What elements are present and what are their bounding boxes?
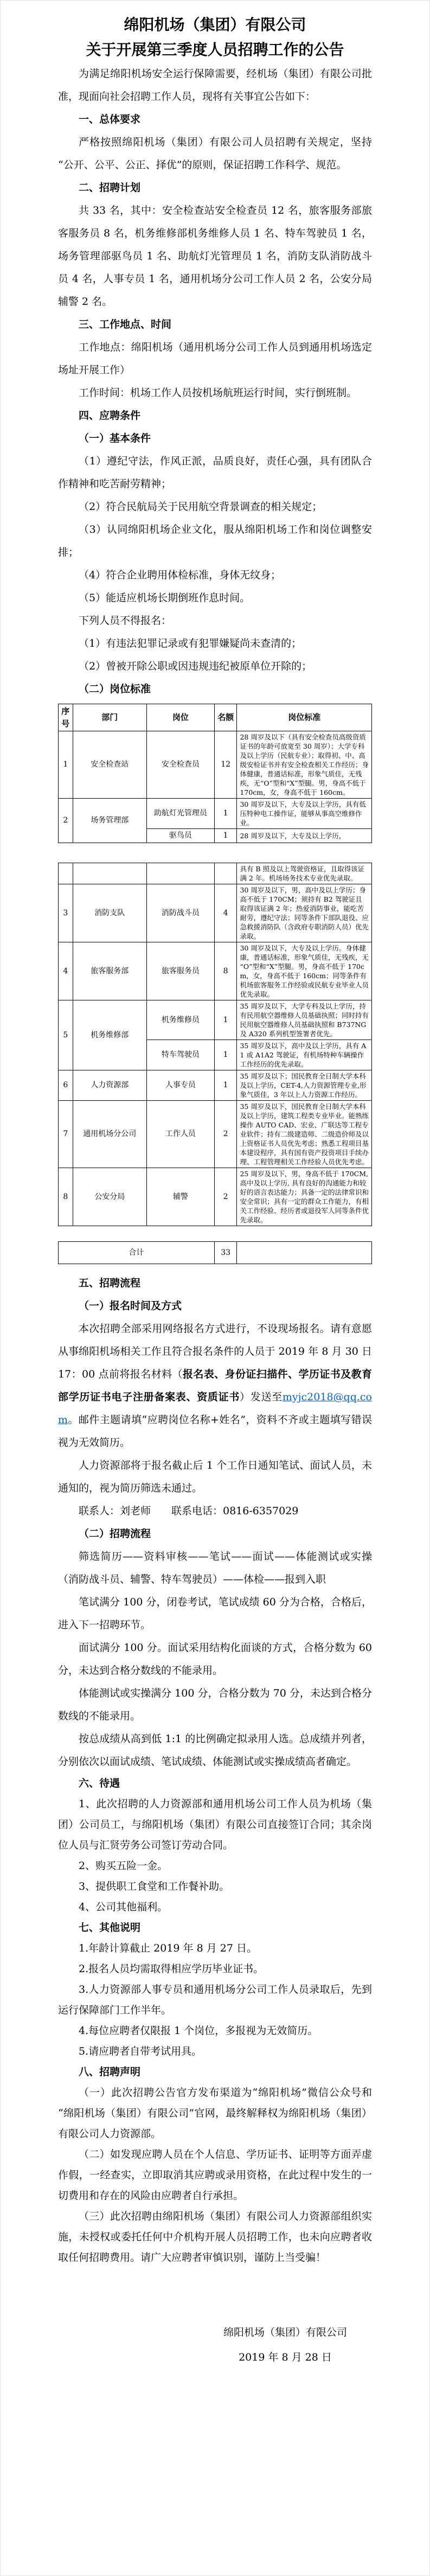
section-heading-recruit-plan: 二、招聘计划 bbox=[79, 182, 141, 194]
apply-materials-bold-text: 报名表、身份证扫描件、学历证书及教育部学历证书电子注册备案表、资质证书 bbox=[58, 1368, 372, 1403]
forbid-item: （2）曾被开除公职或因违规违纪被原单位开除的； bbox=[79, 660, 312, 672]
table-row-light-manager bbox=[59, 799, 372, 829]
basic-condition-item: （1）遵纪守法，作风正派，品质良好，责任心强，具有团队合作精神和吃苦耐劳精神； bbox=[58, 455, 372, 490]
cell-quota: 8 bbox=[214, 942, 237, 1000]
work-location-paragraph: 工作地点：绵阳机场（通用机场分公司工作人员到通用机场选定场址开展工作） bbox=[58, 341, 372, 376]
table-total-row bbox=[59, 1242, 372, 1264]
statement-item: （二）如发现应聘人员在个人信息、学历证书、证明等方面弄虚作假，一经查实，立即取消其应聘或录用资格，在此过程中发生的一切费用和存在的风险由应聘者自行承担。 bbox=[58, 2148, 372, 2202]
statement-item: （一）此次招聘公告官方发布渠道为“绵阳机场”微信公众号和“绵阳机场（集团）有限公司”官网，最终解释权为绵阳机场（集团）有限公司人力资源部。 bbox=[58, 2087, 372, 2140]
cell-dept: 安全检查站 bbox=[73, 731, 146, 799]
header-cell-quota: 名额 bbox=[214, 704, 237, 731]
final-selection-paragraph: 按总成绩从高到低 1:1 的比例确定拟录用人选。总成绩并列者，分别依次以面试成绩、笔试成绩、体能测试或实操成绩高者确定。 bbox=[58, 1733, 372, 1768]
cell-post: 安全检查员 bbox=[146, 731, 214, 799]
later-sections bbox=[58, 1773, 372, 2268]
cell-standard: 35 周岁及以下，国民教育全日制大学本科及以上学历，建筑工程类专业毕业。能熟练操作 AUTO CAD、宏业、广联达等工程专业软件；持有二级建造师、二级造价师及以上资格证书人员优先考虑；熟悉工程项目基本建设程序，具有国有资产投资项目手续办理、工程管理相关工作经验人员优先考虑。 bbox=[237, 1101, 372, 1168]
section-heading-recruit-statement: 八、招聘声明 bbox=[79, 2066, 141, 2078]
cell-seq bbox=[59, 863, 73, 884]
cell-standard: 25 周岁及以下，男，身高不低于 170CM, 高中及以上学历, 具有良好的沟通能力和较好的语言表达能力；具备一定的法律常识和安全常识；具有一定的群众工作能力，有相关工作经验、经历者或退役军人同等条件优先录取。 bbox=[237, 1168, 372, 1226]
basic-condition-item: （5）能适应机场长期倒班作息时间。 bbox=[79, 592, 251, 604]
intro-paragraph: 为满足绵阳机场安全运行保障需要，经机场（集团）有限公司批准，现面向社会招聘工作人员，现将有关事宜公告如下： bbox=[58, 68, 372, 103]
other-note-item: 4.每位应聘者仅限报 1 个岗位，多报视为无效简历。 bbox=[79, 2025, 318, 2037]
statement-item: （三）此次招聘由绵阳机场（集团）有限公司人力资源部组织实施，未授权或委托任何中介机构开展人员招聘工作，也未向应聘者收取任何招聘费用。请广大应聘者审慎识别，谨防上当受骗！ bbox=[58, 2210, 372, 2263]
cell-quota: 1 bbox=[214, 1040, 237, 1070]
cell-seq: 6 bbox=[59, 1070, 73, 1101]
section-heading-benefits: 六、待遇 bbox=[79, 1777, 120, 1789]
physical-test-paragraph: 体能测试或实操满分 100 分，合格分数为 70 分，未达到合格分数线的不能录用。 bbox=[58, 1687, 372, 1722]
position-table-part2 bbox=[58, 863, 372, 1226]
document-title-line2: 关于开展第三季度人员招聘工作的公告 bbox=[86, 41, 344, 59]
cell-dept bbox=[73, 863, 146, 884]
subsection-heading-apply-time-method: （一）报名时间及方式 bbox=[79, 1300, 182, 1312]
cell-total-quota: 33 bbox=[214, 1242, 237, 1264]
section-heading-recruit-process: 五、招聘流程 bbox=[79, 1277, 141, 1289]
section-heading-work-location-time: 三、工作地点、时间 bbox=[79, 318, 172, 330]
cell-total-label: 合计 bbox=[59, 1242, 215, 1264]
cell-quota: 1 bbox=[214, 799, 237, 829]
cell-dept: 旅客服务部 bbox=[73, 942, 146, 1000]
header-cell-dept: 部门 bbox=[73, 704, 146, 731]
overall-requirements-paragraph: 严格按照绵阳机场（集团）有限公司人员招聘有关规定，坚持“公开、公平、公正、择优”的原则，保证招聘工作科学、规范。 bbox=[58, 136, 372, 171]
work-time-paragraph: 工作时间：机场工作人员按机场航班运行时间，实行倒班制。 bbox=[79, 387, 357, 399]
forbid-item: （1）有违法犯罪记录或有犯罪嫌疑尚未查清的； bbox=[79, 637, 302, 649]
cell-seq: 3 bbox=[59, 884, 73, 942]
position-table-total bbox=[58, 1241, 372, 1264]
cell-standard: 28 周岁及以下，大专及以上学历， bbox=[237, 829, 372, 843]
apply-method-text: 。邮件主题请填“应聘岗位名称+姓名”，资料不齐或主题填写错误视为无效简历。 bbox=[58, 1414, 372, 1449]
table-row-passenger-service bbox=[59, 942, 372, 1000]
written-test-paragraph: 笔试满分 100 分，闭卷考试，笔试成绩 60 分为合格，合格后，进入下一招聘环节。 bbox=[58, 1596, 372, 1631]
section-heading-overall-requirements: 一、总体要求 bbox=[79, 113, 141, 125]
table-segment-gap bbox=[58, 1226, 372, 1238]
cell-seq: 7 bbox=[59, 1101, 73, 1168]
page-break-gap bbox=[58, 843, 372, 859]
cell-post: 人事专员 bbox=[146, 1070, 214, 1101]
cell-standard: 30 周岁及以下，男，高中及以上学历；身高不低于 170CM；须持有 B2 驾驶证且取得该证满 2 年；热爱消防事业，能吃苦耐劳，遵纪守法；同等条件下部队退役、应急救援消防队（含政府专职消防人员）优先录取。 bbox=[237, 884, 372, 942]
table-row-firefighter bbox=[59, 884, 372, 942]
cell-dept: 人力资源部 bbox=[73, 1070, 146, 1101]
apply-method-text: ）发送至 bbox=[240, 1391, 283, 1403]
other-note-item: 5.请应聘者自带考试用具。 bbox=[79, 2045, 202, 2057]
other-note-item: 2.报名人员均需取得相应学历毕业证书。 bbox=[79, 1963, 264, 1975]
cell-total-standard bbox=[237, 1242, 372, 1264]
process-flow-paragraph: 筛选简历——资料审核——笔试——面试——体能测试或实操（消防战斗员、辅警、特车驾驶员）——体检——报到入职 bbox=[58, 1551, 372, 1585]
apply-method-text: 本次招聘全部采用网络报名方式进行，不设现场报名。请有意愿从事绵阳机场相关工作且符合报名条件的人员于 2019 年 8 月 30 日 17：00 点前将报名材料（ bbox=[58, 1323, 372, 1380]
table-row-auxiliary-police bbox=[59, 1168, 372, 1226]
cell-seq: 2 bbox=[59, 799, 73, 843]
cell-standard: 35 周岁及以下，高中及以上学历，具有 A1 或 A1A2 驾驶证，有机场特种车辆操作工作经历的优先录取。 bbox=[237, 1040, 372, 1070]
cell-dept: 公安分局 bbox=[73, 1168, 146, 1226]
table-row-hr-specialist bbox=[59, 1070, 372, 1101]
cell-quota: 1 bbox=[214, 829, 237, 843]
cell-post: 驱鸟员 bbox=[146, 829, 214, 843]
header-cell-standard: 岗位标准 bbox=[237, 704, 372, 731]
other-note-item: 3.人力资源部人事专员和通用机场分公司工作人员录取后，先到运行保障部门工作半年。 bbox=[58, 1984, 372, 2016]
cell-seq: 4 bbox=[59, 942, 73, 1000]
cell-seq: 1 bbox=[59, 731, 73, 799]
table-row-maintenance bbox=[59, 1000, 372, 1040]
cell-standard: 30 周岁及以下，大专及以上学历，具有低压特种电工操作证，能够从事高空维修作业。 bbox=[237, 799, 372, 829]
cell-dept: 通用机场分公司 bbox=[73, 1101, 146, 1168]
cell-post: 消防战斗员 bbox=[146, 884, 214, 942]
cell-quota: 12 bbox=[214, 731, 237, 799]
subsection-heading-process-flow: （二）招聘流程 bbox=[79, 1528, 151, 1540]
cell-standard: 35 周岁及以下；国民教育全日制大学本科及以上学历，CET-4,人力资源管理专业,形象气质佳，3 年以上人力资源工作经历。 bbox=[237, 1070, 372, 1101]
signature-company: 绵阳机场（集团）有限公司 bbox=[223, 2326, 347, 2338]
cell-quota: 1 bbox=[214, 1000, 237, 1040]
cell-standard: 28 周岁及以下（具有安全检查员高级资质证书的年龄可放宽至 30 周岁）；大学专科及以上学历（民航专业）；取得初、中、高级安检证书并有安全检查相关工作经历；身体健康，普通话标准，形象气质佳，无残疾，无“O”型和“X”型腿。男，身高不低于 170cm，女，身高不低于 160cm。 bbox=[237, 731, 372, 799]
subsection-heading-post-standards: （二）岗位标准 bbox=[79, 683, 151, 695]
cell-post: 助航灯光管理员 bbox=[146, 799, 214, 829]
cell-dept: 场务管理部 bbox=[73, 799, 146, 843]
header-cell-seq: 序号 bbox=[59, 704, 73, 731]
recruit-plan-paragraph: 共 33 名，其中：安全检查站安全检查员 12 名，旅客服务部旅客服务员 8 名，机务维修部机务维修人员 1 名、特车驾驶员 1 名，场务管理部驱鸟员 1 名、助航灯光管理员 1 名，消防支队消防战斗员 4 名，人事专员 1 名，通用机场分公司工作人员 2 名，公安分局辅警 2 名。 bbox=[58, 205, 372, 308]
cell-standard: 30 周岁及以下，大专及以上学历。身体健康，普通话标准，形象气质佳，无残疾，无“O”型和“X”型腿。男，身高不低于 170cm，女，身高不低于 160cm；同等条件有机场旅客服务工作经验或民航专业毕业人员优先录取。 bbox=[237, 942, 372, 1000]
cell-standard: 35 周岁及以下，大学专科及以上学历，持有民用航空器维修人员基础执照；同时持有民用航空器维修人员基础执照和 B737NG 及 A320 系列机型签署者优先。 bbox=[237, 1000, 372, 1040]
table-row-general-airport-staff bbox=[59, 1101, 372, 1168]
cell-post bbox=[146, 863, 214, 884]
basic-condition-item: （3）认同绵阳机场企业文化，服从绵阳机场工作和岗位调整安排； bbox=[58, 524, 372, 558]
cell-post: 旅客服务员 bbox=[146, 942, 214, 1000]
email-link[interactable]: myjc2018@qq.com bbox=[58, 1391, 372, 1426]
cell-quota: 4 bbox=[214, 884, 237, 942]
notify-paragraph: 人力资源部将于报名截止后 1 个工作日通知笔试、面试人员，未通知的，视为简历筛选未通过。 bbox=[58, 1459, 372, 1494]
interview-paragraph: 面试满分 100 分。面试采用结构化面谈的方式，合格分数为 60 分，未达到合格分数线的不能录用。 bbox=[58, 1642, 372, 1676]
cell-quota: 2 bbox=[214, 1168, 237, 1226]
table-row-bird-repeller-continued bbox=[59, 863, 372, 884]
cell-post: 辅警 bbox=[146, 1168, 214, 1226]
benefit-item: 1、此次招聘的人力资源部和通用机场公司工作人员为机场（集团）公司员工，与绵阳机场（集团）有限公司直接签订合同；其余岗位人员与汇贤劳务公司签订劳动合同。 bbox=[58, 1798, 372, 1851]
cell-standard: 具有 B 照及以上驾驶资格证，且取得该证满 2 年。机场场务技术专业优先录取。 bbox=[237, 863, 372, 884]
basic-condition-item: （2）符合民航局关于民用航空背景调查的相关规定； bbox=[79, 501, 323, 513]
cell-post: 机务维修员 bbox=[146, 1000, 214, 1040]
basic-condition-item: （4）符合企业聘用体检标准，身体无纹身； bbox=[79, 569, 281, 581]
cell-quota bbox=[214, 863, 237, 884]
signature-block bbox=[223, 2320, 347, 2370]
apply-method-paragraph bbox=[58, 1317, 372, 1454]
contact-line: 联系人：刘老师 联系电话：0816-6357029 bbox=[79, 1505, 299, 1517]
cell-dept: 消防支队 bbox=[73, 884, 146, 942]
forbid-intro-line: 下列人员不得报名： bbox=[79, 615, 172, 627]
benefit-item: 4、公司其他福利。 bbox=[79, 1901, 168, 1913]
table-header-row bbox=[59, 704, 372, 731]
cell-quota: 2 bbox=[214, 1101, 237, 1168]
benefit-item: 3、提供职工食堂和工作餐补助。 bbox=[79, 1880, 230, 1892]
cell-post: 工作人员 bbox=[146, 1101, 214, 1168]
cell-seq: 8 bbox=[59, 1168, 73, 1226]
cell-seq: 5 bbox=[59, 1000, 73, 1070]
subsection-heading-basic-conditions: （一）基本条件 bbox=[79, 432, 151, 444]
cell-dept: 机务维修部 bbox=[73, 1000, 146, 1070]
table-row-security-inspector bbox=[59, 731, 372, 799]
signature-date: 2019 年 8 月 28 日 bbox=[239, 2351, 332, 2363]
position-table-part1 bbox=[58, 704, 372, 843]
document-title-line1: 绵阳机场（集团）有限公司 bbox=[124, 16, 306, 34]
benefit-item: 2、购买五险一金。 bbox=[79, 1860, 168, 1872]
cell-post: 特车驾驶员 bbox=[146, 1040, 214, 1070]
section-heading-apply-conditions: 四、应聘条件 bbox=[79, 410, 141, 422]
cell-quota: 1 bbox=[214, 1070, 237, 1101]
section-heading-other-notes: 七、其他说明 bbox=[79, 1922, 141, 1934]
other-note-item: 1.年龄计算截止 2019 年 8 月 27 日。 bbox=[79, 1942, 257, 1954]
header-cell-post: 岗位 bbox=[146, 704, 214, 731]
